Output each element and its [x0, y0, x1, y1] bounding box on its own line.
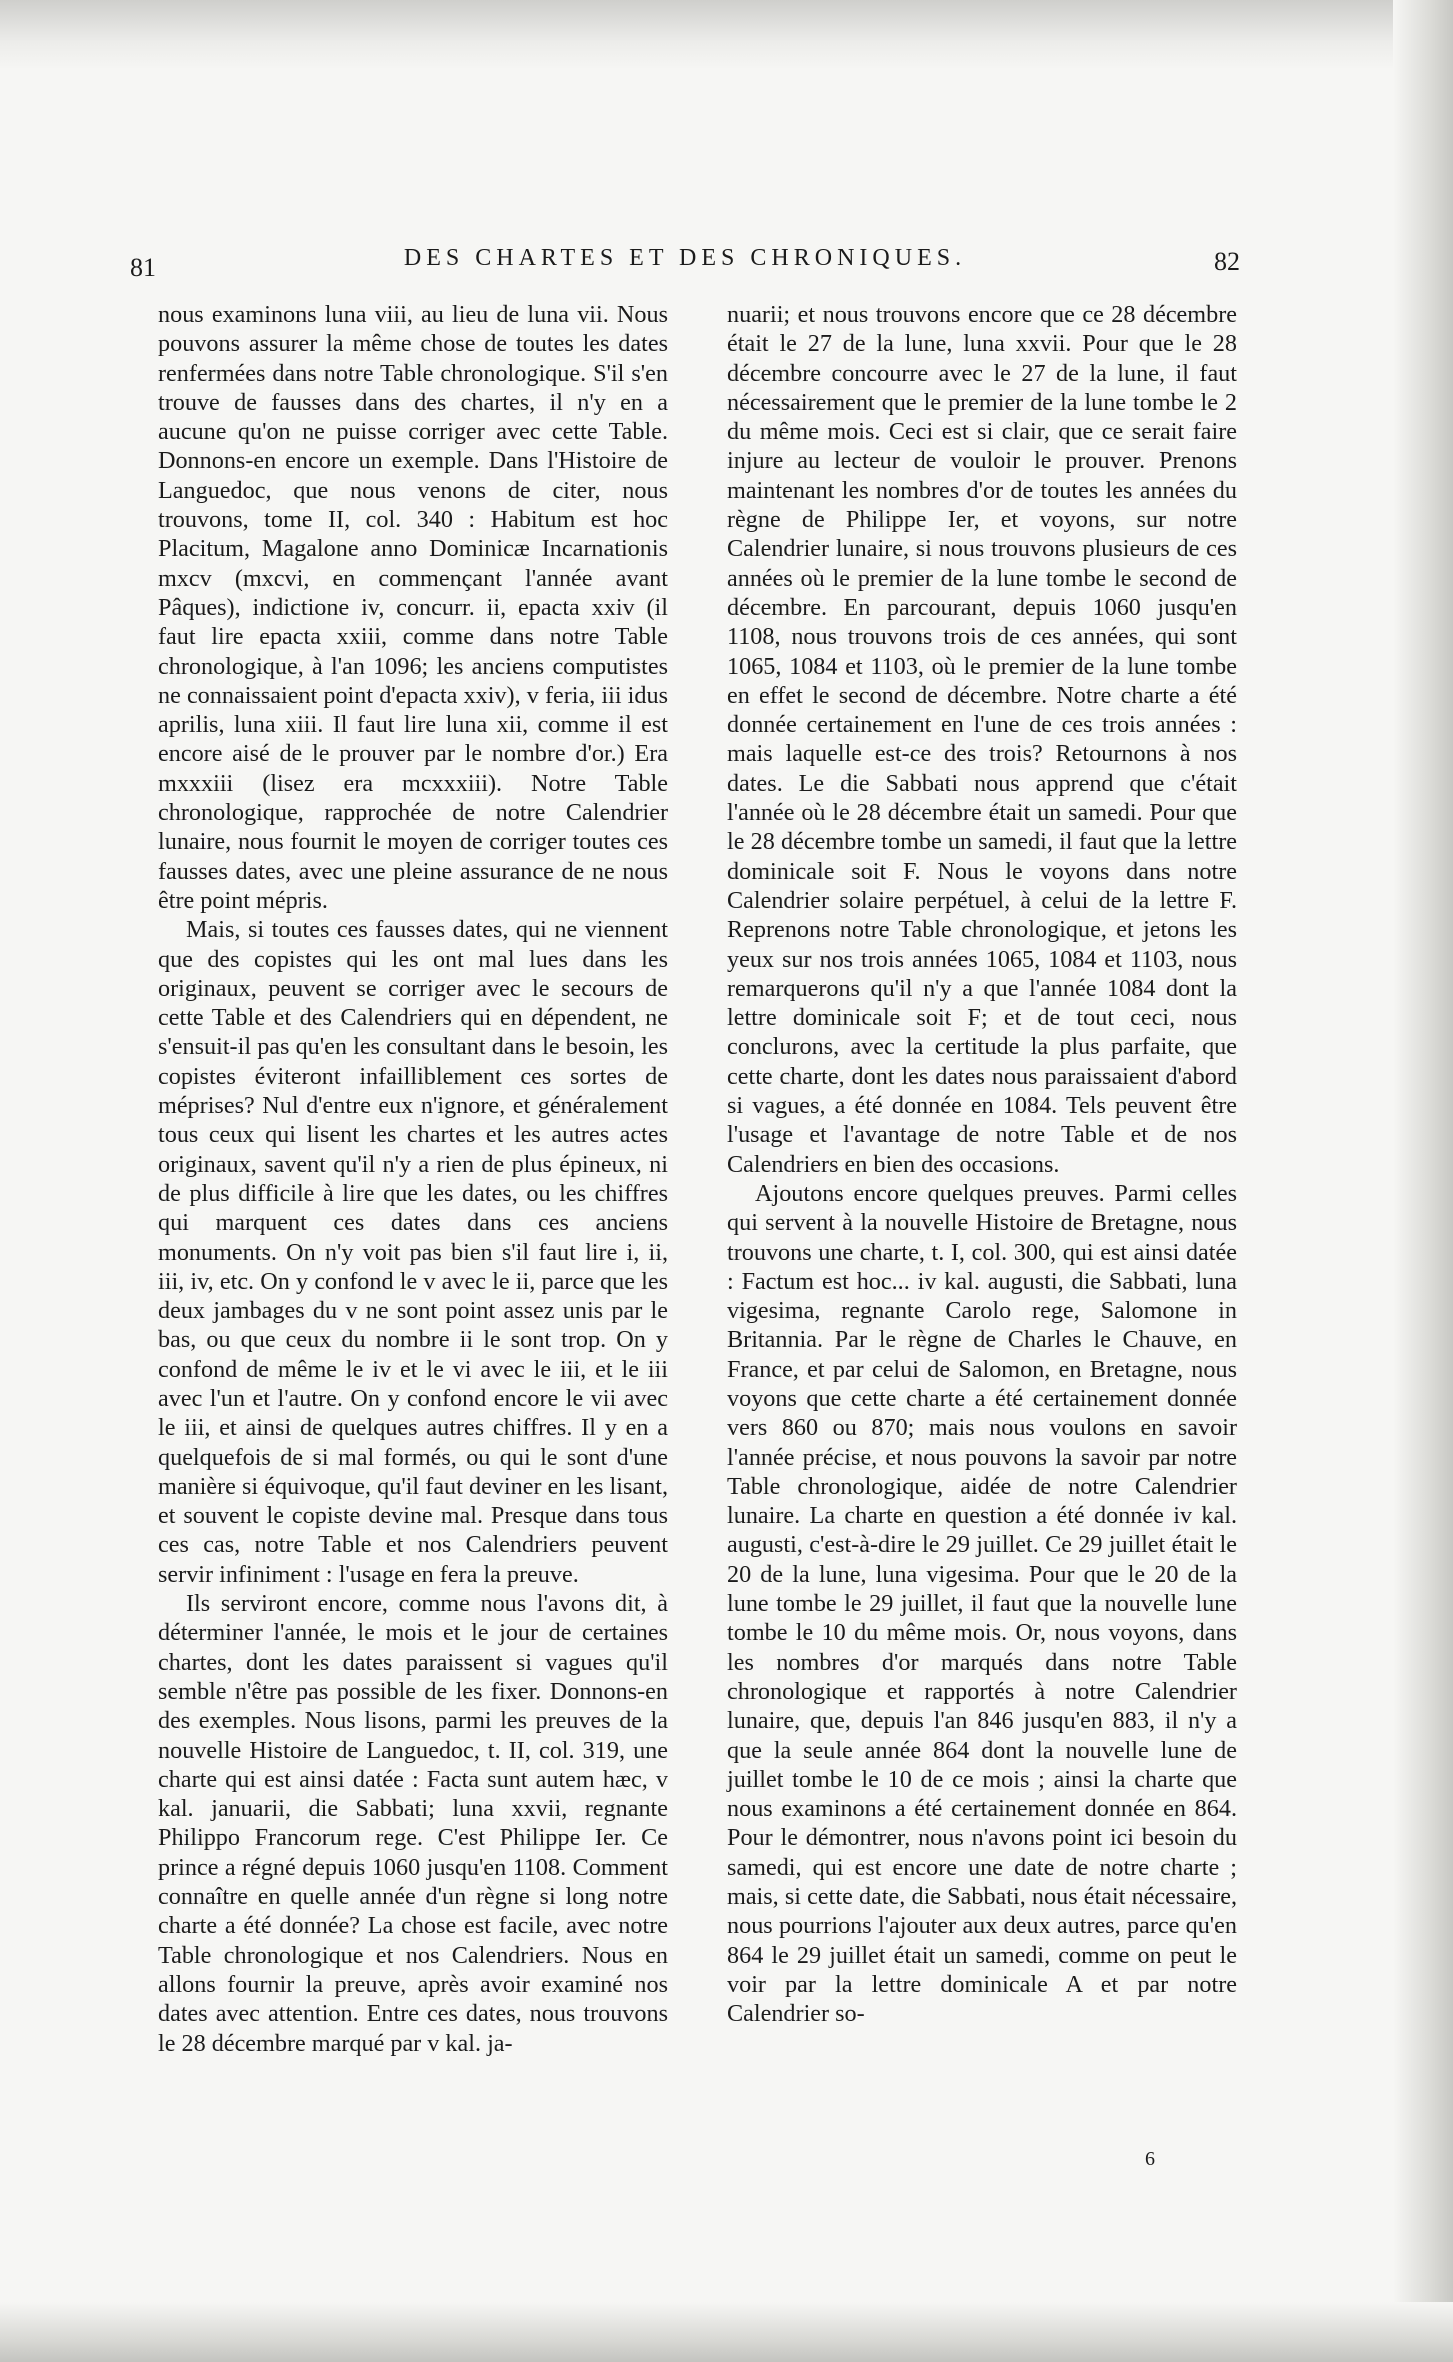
paragraph: Ils serviront encore, comme nous l'avons dit, à déterminer l'année, le mois et le jour de certaines chartes, dont les dates paraissent si vagues qu'il semble n'être pas possible de les fixer. Donnons-en des exemples. Nous lisons, parmi les preuves de la nouvelle Histoire de Languedoc, t. II, col. 319, une charte qui est ainsi datée : Facta sunt autem hæc, v kal. januarii, die Sabbati; luna xxvii, regnante Philippo Francorum rege. C'est Philippe Ier. Ce prince a régné depuis 1060 jusqu'en 1108. Comment connaître en quelle année d'un règne si long notre charte a été donnée? La chose est facile, avec notre Table chronologique et nos Calendriers. Nous en allons fournir la preuve, après avoir examiné nos dates avec attention. Entre ces dates, nous trouvons le 28 décembre marqué par v kal. ja-: [158, 1590, 668, 2057]
running-title: DES CHARTES ET DES CHRONIQUES.: [403, 245, 967, 271]
paragraph: Mais, si toutes ces fausses dates, qui ne viennent que des copistes qui les ont mal lues dans les originaux, peuvent se corriger avec le secours de cette Table et des Calendriers qui en dépendent, ne s'ensuit-il pas qu'en les consultant dans le besoin, les copistes éviteront infailliblement ces sortes de méprises? Nul d'entre eux n'ignore, et généralement tous ceux qui lisent les chartes et les autres actes originaux, savent qu'il n'y a rien de plus épineux, ni de plus difficile à lire que les dates, ou les chiffres qui marquent ces dates dans ces anciens monuments. On n'y voit pas bien s'il faut lire i, ii, iii, iv, etc. On y confond le v avec le ii, parce que les deux jambages du v ne sont point assez unis par le bas, ou que ceux du nombre ii le sont trop. On y confond de même le iv et le vi avec le iii, et le iii avec l'un et l'autre. On y confond encore le vii avec le iii, et ainsi de quelques autres chiffres. Il y en a quelquefois de si mal formés, ou qui le sont d'une manière si équivoque, qu'il faut deviner en les lisant, et souvent le copiste devine mal. Presque dans tous ces cas, notre Table et nos Calendriers peuvent servir infiniment : l'usage en fera la preuve.: [158, 916, 668, 1588]
left-column: [158, 300, 668, 2058]
page-number-right: 82: [1214, 247, 1240, 276]
signature-mark: 6: [1145, 2148, 1155, 2170]
running-header: [130, 245, 1240, 285]
scan-edge-bottom: [0, 2302, 1453, 2362]
paragraph: nuarii; et nous trouvons encore que ce 28 décembre était le 27 de la lune, luna xxvii. Pour que le 28 décembre concourre avec le 27 de la lune, il faut nécessairement que le premier de la lune tombe le 2 du même mois. Ceci est si clair, que ce serait faire injure au lecteur de vouloir le prouver. Prenons maintenant les nombres d'or de toutes les années du règne de Philippe Ier, et voyons, sur notre Calendrier lunaire, si nous trouvons plusieurs de ces années où le premier de la lune tombe le second de décembre. En parcourant, depuis 1060 jusqu'en 1108, nous trouvons trois de ces années, qui sont 1065, 1084 et 1103, où le premier de la lune tombe en effet le second de décembre. Notre charte a été donnée certainement en l'une de ces trois années : mais laquelle est-ce des trois? Retournons à nos dates. Le die Sabbati nous apprend que c'était l'année où le 28 décembre était un samedi. Pour que le 28 décembre tombe un samedi, il faut que la lettre dominicale soit F. Nous le voyons dans notre Calendrier solaire perpétuel, à celui de la lettre F. Reprenons notre Table chronologique, et jetons les yeux sur nos trois années 1065, 1084 et 1103, nous remarquerons qu'il n'y a que l'année 1084 dont la lettre dominicale soit F; et de tout ceci, nous conclurons, avec la certitude la plus parfaite, que cette charte, dont les dates nous paraissaient d'abord si vagues, a été donnée en 1084. Tels peuvent être l'usage et l'avantage de notre Table et de nos Calendriers en bien des occasions.: [727, 301, 1237, 1178]
right-column: [727, 300, 1237, 2029]
paragraph: nous examinons luna viii, au lieu de luna vii. Nous pouvons assurer la même chose de toutes les dates renfermées dans notre Table chronologique. S'il s'en trouve de fausses dans des chartes, il n'y en a aucune qu'on ne puisse corriger avec cette Table. Donnons-en encore un exemple. Dans l'Histoire de Languedoc, que nous venons de citer, nous trouvons, tome II, col. 340 : Habitum est hoc Placitum, Magalone anno Dominicæ Incarnationis mxcv (mxcvi, en commençant l'année avant Pâques), indictione iv, concurr. ii, epacta xxiv (il faut lire epacta xxiii, comme dans notre Table chronologique, à l'an 1096; les anciens computistes ne connaissaient point d'epacta xxiv), v feria, iii idus aprilis, luna xiii. Il faut lire luna xii, comme il est encore aisé de le prouver par le nombre d'or.) Era mxxxiii (lisez era mcxxxiii). Notre Table chronologique, rapprochée de notre Calendrier lunaire, nous fournit le moyen de corriger toutes ces fausses dates, avec une pleine assurance de ne nous être point mépris.: [158, 301, 668, 914]
paragraph: Ajoutons encore quelques preuves. Parmi celles qui servent à la nouvelle Histoire de Bretagne, nous trouvons une charte, t. I, col. 300, qui est ainsi datée : Factum est hoc... iv kal. augusti, die Sabbati, luna vigesima, regnante Carolo rege, Salomone in Britannia. Par le règne de Charles le Chauve, en France, et par celui de Salomon, en Bretagne, nous voyons que cette charte a été certainement donnée vers 860 ou 870; mais nous voulons en savoir l'année précise, et nous pouvons la savoir par notre Table chronologique, aidée de notre Calendrier lunaire. La charte en question a été donnée iv kal. augusti, c'est-à-dire le 29 juillet. Ce 29 juillet était le 20 de la lune, luna vigesima. Pour que le 20 de la lune tombe le 29 juillet, il faut que la nouvelle lune tombe le 10 du même mois. Or, nous voyons, dans les nombres d'or marqués dans notre Table chronologique et rapportés à notre Calendrier lunaire, que, depuis l'an 846 jusqu'en 883, il n'y a que la seule année 864 dont la nouvelle lune de juillet tombe le 10 de ce mois ; ainsi la charte que nous examinons a été certainement donnée en 864. Pour le démontrer, nous n'avons point ici besoin du samedi, qui est encore une date de notre charte ; mais, si cette date, die Sabbati, nous était nécessaire, nous pourrions l'ajouter aux deux autres, parce qu'en 864 le 29 juillet était un samedi, comme on peut le voir par la lettre dominicale A et par notre Calendrier so-: [727, 1179, 1237, 2028]
scan-edge-top: [0, 0, 1453, 70]
page-number-left: 81: [130, 253, 156, 282]
scan-edge-right: [1393, 0, 1453, 2362]
